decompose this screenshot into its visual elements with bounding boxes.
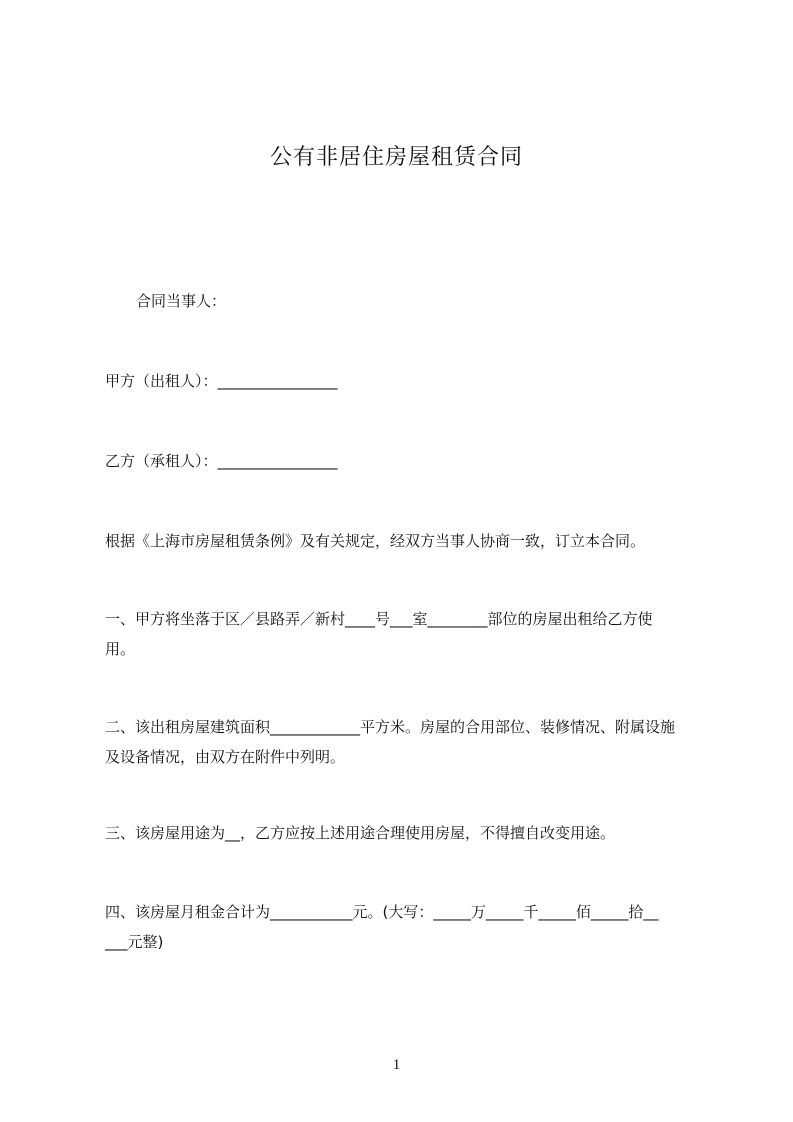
- clause-2-line-2: 及设备情况，由双方在附件中列明。: [105, 748, 346, 766]
- preamble-paragraph: 根据《上海市房屋租赁条例》及有关规定，经双方当事人协商一致，订立本合同。: [105, 532, 646, 550]
- clause-1-line-2: 用。: [105, 640, 136, 658]
- clause-2-line-1: 二、该出租房屋建筑面积____________平方米。房屋的合用部位、装修情况、附属设施: [105, 718, 676, 736]
- clause-3: 三、该房屋用途为__，乙方应按上述用途合理使用房屋，不得擅自改变用途。: [105, 824, 616, 842]
- clause-1-line-1: 一、甲方将坐落于区／县路弄／新村____号___室________部位的房屋出租给乙方使: [105, 610, 653, 628]
- page-number: 1: [392, 1057, 401, 1073]
- document-title: 公有非居住房屋租赁合同: [269, 145, 523, 170]
- clause-4: [105, 897, 700, 957]
- parties-heading: 合同当事人：: [136, 292, 227, 310]
- party-a-line: 甲方（出租人）：________________: [105, 372, 338, 390]
- clause-2: [105, 712, 700, 772]
- clause-1: [105, 604, 700, 664]
- clause-4-line-2: ___元整): [105, 933, 164, 951]
- party-b-line: 乙方（承租人）：________________: [105, 452, 338, 470]
- clause-4-line-1: 四、该房屋月租金合计为___________元。(大写：_____万_____千_____佰_____拾__: [105, 903, 659, 921]
